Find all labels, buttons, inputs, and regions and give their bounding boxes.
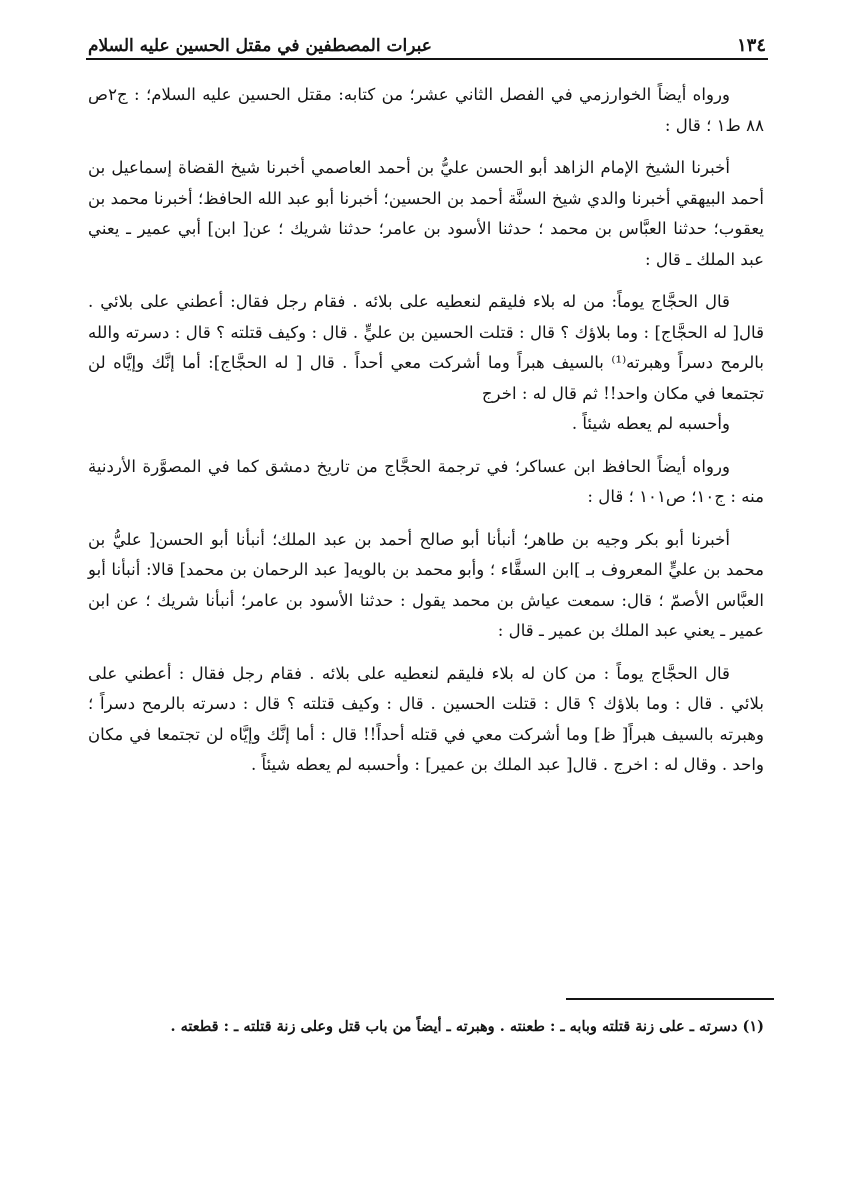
running-title: عبرات المصطفين في مقتل الحسين عليه السلام [88,36,432,56]
page-number: ١٣٤ [736,35,766,56]
header-rule [86,58,768,60]
paragraph-chain-of-narration-2: أخبرنا أبو بكر وجيه بن طاهر؛ أنبأنا أبو صالح أحمد بن عبد الملك؛ أنبأنا أبو الحسن[ عليُّ بن محمد بن عليٍّ المعروف بـ ]ابن السقَّاء ؛ وأبو محمد بن بالويه[ عبد الرحمان بن محمد] قالا: أنبأنا أبو العبَّاس الأصمّ ؛ قال: سمعت عياش بن محمد يقول : حدثنا الأسود بن عامر؛ أنبأنا شريك ؛ عن ابن عمير ـ يعني عبد الملك بن عمير ـ قال : [88,529,764,640]
footnote-rule [566,998,774,1000]
paragraph-chain-of-narration-1: أخبرنا الشيخ الإمام الزاهد أبو الحسن عليُّ بن أحمد العاصمي أخبرنا شيخ القضاة إسماعيل بن أحمد البيهقي أخبرنا والدي شيخ السنَّة أحمد بن الحسين؛ أخبرنا أبو عبد الله الحافظ؛ أخبرنا محمد بن يعقوب؛ حدثنا العبَّاس بن محمد ؛ حدثنا الأسود بن عامر؛ حدثنا شريك ؛ عن[ ابن] أبي عمير ـ يعني عبد الملك ـ قال : [88,158,764,269]
paragraph-khwarizmi-intro: ورواه أيضاً الخوارزمي في الفصل الثاني عشر؛ من كتابه: مقتل الحسين عليه السلام؛ : ج٢ص ٨٨ ط١ ؛ قال : [88,85,764,135]
paragraph-closing-remark: وأحسبه لم يعطه شيئاً . [571,414,730,433]
footnote: (١) دسرته ـ على زنة قتلته وبابه ـ : طعنته . وهبرته ـ أيضاً من باب قتل وعلى زنة قتلته ـ : قطعته . [170,1018,764,1035]
page-header [88,26,766,56]
paragraph-ibn-asakir-intro: ورواه أيضاً الحافظ ابن عساكر؛ في ترجمة الحجَّاج من تاريخ دمشق كما في المصوَّرة الأردنية منه : ج١٠؛ ص١٠١ ؛ قال : [88,456,764,506]
paragraph-hajjaj-narration-1: قال الحجَّاج يوماً: من له بلاء فليقم لنعطيه على بلائه . فقام رجل فقال: أعطني على بلائي . قال[ له الحجَّاج] : وما بلاؤك ؟ قال : قتلت الحسين بن عليٍّ . قال : وكيف قتلته ؟ قال : دسرته والله بالرمح دسراً وهبرته⁽¹⁾ بالسيف هبراً وما أشركت معي أحداً . قال [ له الحجَّاج]: أما إنَّك وإيَّاه لن تجتمعا في مكان واحد!! ثم قال له : اخرج [88,292,764,403]
paragraph-hajjaj-narration-2: قال الحجَّاج يوماً : من كان له بلاء فليقم لنعطيه على بلائه . فقام رجل فقال : أعطني على بلائي . قال : وما بلاؤك ؟ قال : قتلت الحسين . قال : وكيف قتلته ؟ قال : دسرته بالرمح دسراً ؛ وهبرته بالسيف هبراً[ ظ] وما أشركت معي في قتله أحداً!! قال : أما إنَّك وإيَّاه لن تجتمعا في مكان واحد . وقال له : اخرج . قال[ عبد الملك بن عمير] : وأحسبه لم يعطه شيئاً . [88,663,764,774]
page-body [88,80,764,781]
